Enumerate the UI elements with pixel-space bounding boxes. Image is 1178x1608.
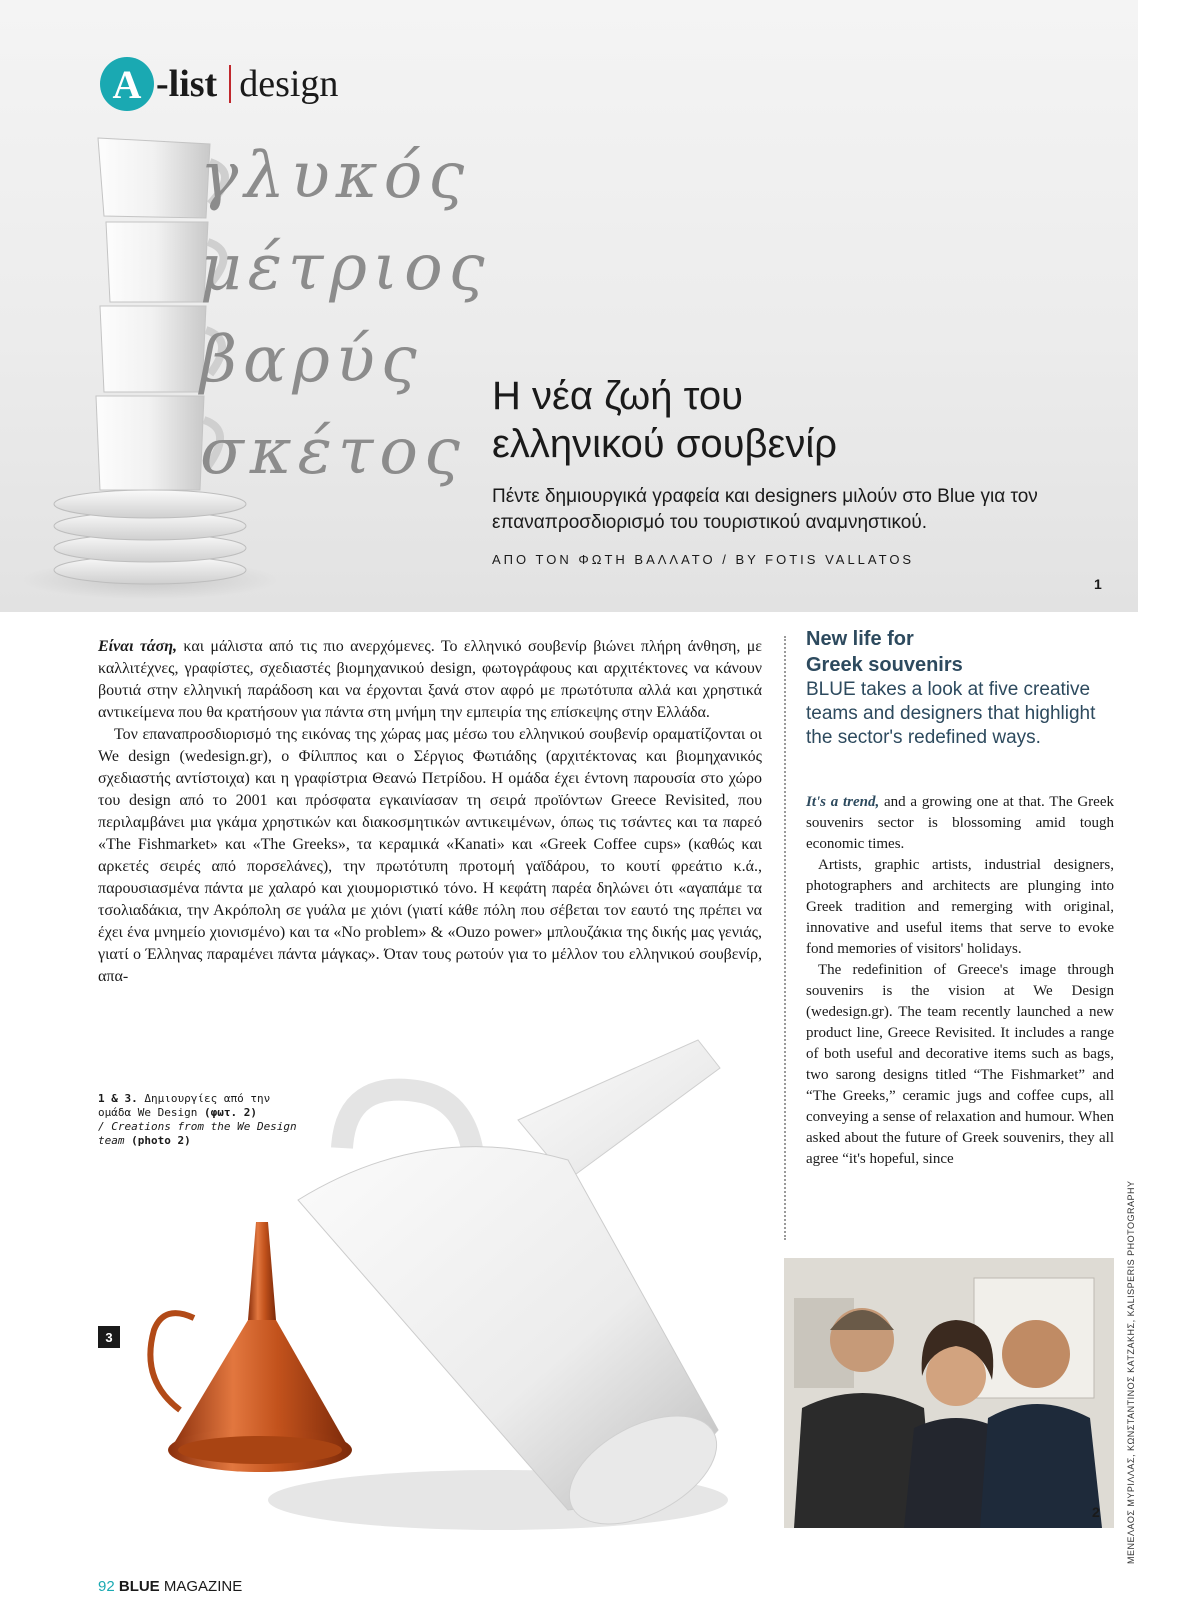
article-title (492, 372, 1092, 468)
brand-section: design (239, 63, 339, 105)
english-article-body (806, 792, 1114, 1170)
headline-line: New life for (806, 628, 914, 650)
title-line: ελληνικού σουβενίρ (492, 422, 837, 466)
greek-paragraph (98, 636, 762, 724)
brand-divider (229, 65, 231, 103)
team-photo-illustration (784, 1258, 1114, 1528)
team-photo (784, 1258, 1114, 1528)
handwritten-word: μέτριος (200, 231, 491, 305)
headline-line: Greek souvenirs (806, 654, 963, 676)
photo-number-1: 1 (1094, 576, 1102, 592)
english-subheadline: BLUE takes a look at five creative teams and designers that highlight the sector's redefined ways. (806, 679, 1096, 748)
title-line: Η νέα ζωή του (492, 374, 743, 418)
page-number: 92 (98, 1578, 115, 1595)
article-subtitle: Πέντε δημιουργικά γραφεία και designers μιλούν στο Blue για τον επαναπροσδιορισμό του τουριστικού αναμνηστικού. (492, 486, 1038, 533)
brand-mark: A (100, 57, 154, 111)
photo-caption (98, 1092, 298, 1148)
handwritten-words (200, 130, 491, 498)
english-paragraph (806, 792, 1114, 855)
brand-name: -list (156, 63, 218, 105)
photo-credit (1126, 1104, 1140, 1564)
handwritten-word: βαρύς (200, 323, 423, 397)
page-footer (98, 1578, 242, 1595)
photo-number-3: 3 (98, 1326, 120, 1348)
article-byline: ΑΠΟ ΤΟΝ ΦΩΤΗ ΒΑΛΛΑΤΟ / BY FOTIS VALLATOS (492, 552, 915, 567)
section-brand (100, 56, 338, 112)
english-paragraph-text: and a growing one at that. The Greek souvenirs sector is blossoming amid tough economic times. (806, 794, 1114, 852)
magazine-suffix: MAGAZINE (159, 1578, 243, 1595)
photo-number-2: 2 (1092, 1504, 1100, 1520)
caption-english-photo: (photo 2) (131, 1134, 191, 1147)
caption-greek-photo: (φωτ. 2) (203, 1106, 257, 1119)
english-lead: It's a trend, (806, 794, 880, 810)
english-paragraph: The redefinition of Greece's image through souvenirs is the vision at We Design (wedesign.gr). The team recently launched a new product line, Greece Revisited. It includes a range of both useful and decorative items such as bags, two sarong designs titled “The Fishmarket” and “The Greeks,” ceramic jugs and coffee cups, all conveying a sense of relaxation and humour. When asked about the future of Greek souvenirs, they all agree “it's hopeful, since (806, 962, 1114, 1167)
greek-paragraph-text: και μάλιστα από τις πιο ανερχόμενες. Το ελληνικό σουβενίρ βιώνει πλήρη άνθηση, με καλλιτέχνες, γραφίστες, σχεδιαστές βιομηχανικού design, φωτογράφους και αρχιτέκτονες να κάνουν βουτιά στην ελληνική παράδοση και να έρχονται ξανά στον αφρό με πρωτότυπα αλλά και χρηστικά αντικείμενα που θα κρατήσουν για πάντα στη μνήμη την εμπειρία της επίσκεψης στην Ελλάδα. (98, 638, 762, 721)
magazine-name: BLUE (118, 1578, 160, 1595)
greek-lead: Είναι τάση, (98, 638, 178, 655)
english-paragraph: Artists, graphic artists, industrial designers, photographers and architects are plunging into Greek tradition and remerging with original, innovative and useful items that serve to evoke fond memories of visitors' holidays. (806, 857, 1114, 957)
caption-number: 1 & 3. (98, 1092, 138, 1105)
handwritten-word: σκέτος (200, 415, 466, 489)
english-headline (806, 626, 1122, 678)
greek-paragraph: Τον επαναπροσδιορισμό της εικόνας της χώρας μας μέσω του ελληνικού σουβενίρ οραματίζονται οι We design (wedesign.gr), ο Φίλιππος και ο Σέργιος Φωτιάδης (αρχιτέκτονας και βιομηχανικός σχεδιαστής αντίστοιχα) και η γραφίστρια Θεανώ Πετρίδου. Η ομάδα έχει έντονη παρουσία στο χώρο του design από το 2001 και πρόσφατα εγκαινίασαν τη σειρά προϊόντων Greece Revisited, που περιλαμβάνει μια γκάμα χρηστικών και διακοσμητικών αντικειμένων, όπως τις τσάντες και τα παρεό «The Fishmarket» και «The Greeks», τα κεραμικά «Kanati» και «Greek Coffee cups» (καθώς και αρκετές σειρές από πορσελάνες), την πρωτότυπη προτομή γαϊδάρου, το κουτί φρεάτιο κ.ά., παρουσιασμένα πάντα με χαλαρό και χιουμοριστικό τόνο. Η κεφάτη παρέα δηλώνει ότι «αγαπάμε τα τσολιαδάκια, την Ακρόπολη σε γυάλα με χιόνι (γιατί κάθε πόλη που σέβεται τον εαυτό της πρέπει να έχει ένα μνημείο χιονισμένο) και τα «No problem» & «Ouzo power» μπλουζάκια της δικής μας γενιάς, γιατί ο Έλληνας παραμένει πάντα μάγκας». Όταν τους ρωτούν για το μέλλον του ελληνικού σουβενίρ, απα- (98, 726, 762, 985)
caption-greek: Δημιουργίες από την ομάδα We Design (98, 1092, 271, 1119)
photo-credit-text: ΜΕΝΕΛΑΟΣ ΜΥΡΙΛΛΑΣ, ΚΩΝΣΤΑΝΤΙΝΟΣ ΚΑΤΖΑΚΗΣ, KALISPERIS PHOTOGRAPHY (1126, 1180, 1136, 1564)
greek-article-body (98, 636, 762, 988)
caption-english: / Creations from the We Design team (98, 1120, 297, 1147)
hero-image (0, 0, 1138, 612)
column-divider (784, 636, 786, 1240)
handwritten-word: γλυκός (200, 139, 471, 213)
